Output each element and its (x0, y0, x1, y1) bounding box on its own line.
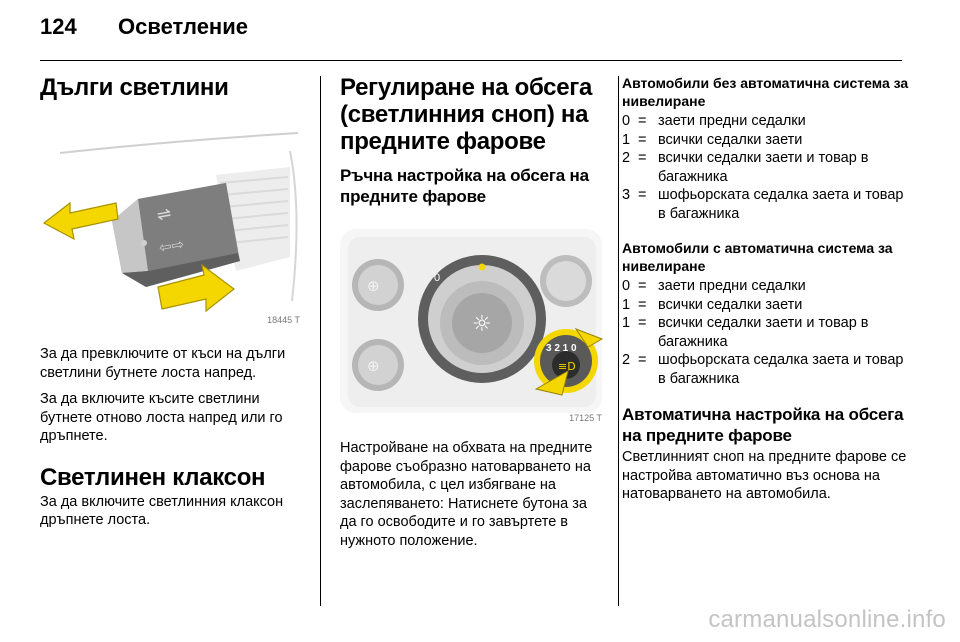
page-number: 124 (40, 14, 77, 39)
list-with-auto-levelling (622, 277, 912, 388)
list-without-auto-levelling (622, 112, 912, 223)
list-item: 1 = всички седалки заети и товар в багажника (622, 315, 869, 350)
list-item: 2 = всички седалки заети и товар в багажника (622, 150, 869, 185)
dial-range-scale: 3 2 1 0 (546, 343, 577, 354)
paragraph-manual-range: Настройване на обхвата на предните фарове съобразно натоварването на автомобила, с цел избягване на заслепяването: Натиснете бутона за да го освободите и го завъртете в нужното положение. (340, 440, 593, 549)
svg-text:⊕: ⊕ (367, 277, 380, 295)
column-headlight-range (340, 74, 606, 550)
list-item: 2 = шофьорската седалка заета и товар в багажника (622, 352, 904, 387)
list-item: 0 = заети предни седалки (622, 113, 806, 129)
header-rule (40, 60, 902, 61)
list-item: 0 = заети предни седалки (622, 278, 806, 294)
list-item: 3 = шофьорската седалка заета и товар в багажника (622, 187, 904, 222)
paragraph-high-beam-on: За да превключите от къси на дълги светлини бутнете лоста напред. (40, 346, 286, 381)
figure-stalk (40, 121, 304, 327)
svg-text:≡D: ≡D (558, 360, 576, 373)
paragraph-low-beam: За да включите късите светлини бутнете отново лоста напред или го дръпнете. (40, 391, 283, 444)
section-heading-headlight-range: Регулиране на обсега (светлинния сноп) на предните фарове (340, 74, 593, 155)
figure-light-switch (340, 219, 606, 425)
paragraph-auto-range: Светлинният сноп на предните фарове се настройва автоматично въз основа на натоварването на автомобила. (622, 449, 907, 502)
svg-text:⇌: ⇌ (155, 203, 173, 226)
column-divider (320, 76, 321, 606)
svg-text:☼: ☼ (472, 312, 492, 337)
heading-auto-range: Автоматична настройка на обсега на предните фарове (622, 405, 904, 445)
page-header: Осветление (118, 14, 248, 39)
svg-text:⊕: ⊕ (367, 357, 380, 375)
heading-without-auto-levelling: Автомобили без автоматична система за нивелиране (622, 75, 909, 109)
svg-text:⇦⇨: ⇦⇨ (157, 234, 186, 257)
subheading-manual-range: Ръчна настройка на обсега на предните фарове (340, 166, 589, 206)
column-levelling (622, 74, 912, 504)
dial-zero-label: 0 (434, 272, 441, 284)
list-item: 1 = всички седалки заети (622, 296, 803, 313)
column-divider (618, 76, 619, 606)
stalk-illustration (40, 121, 304, 327)
column-high-beam (40, 74, 304, 530)
light-switch-illustration (340, 219, 606, 425)
watermark: carmanualsonline.info (708, 606, 946, 633)
section-heading-headlight-flash: Светлинен клаксон (40, 463, 266, 491)
figure-code: 17125 T (569, 413, 602, 423)
paragraph-headlight-flash: За да включите светлинния клаксон дръпнете лоста. (40, 493, 284, 528)
figure-code: 18445 T (267, 315, 300, 325)
list-item: 1 = всички седалки заети (622, 131, 803, 148)
heading-with-auto-levelling: Автомобили с автоматична система за нивелиране (622, 240, 893, 274)
section-heading-high-beam: Дълги светлини (40, 74, 229, 101)
